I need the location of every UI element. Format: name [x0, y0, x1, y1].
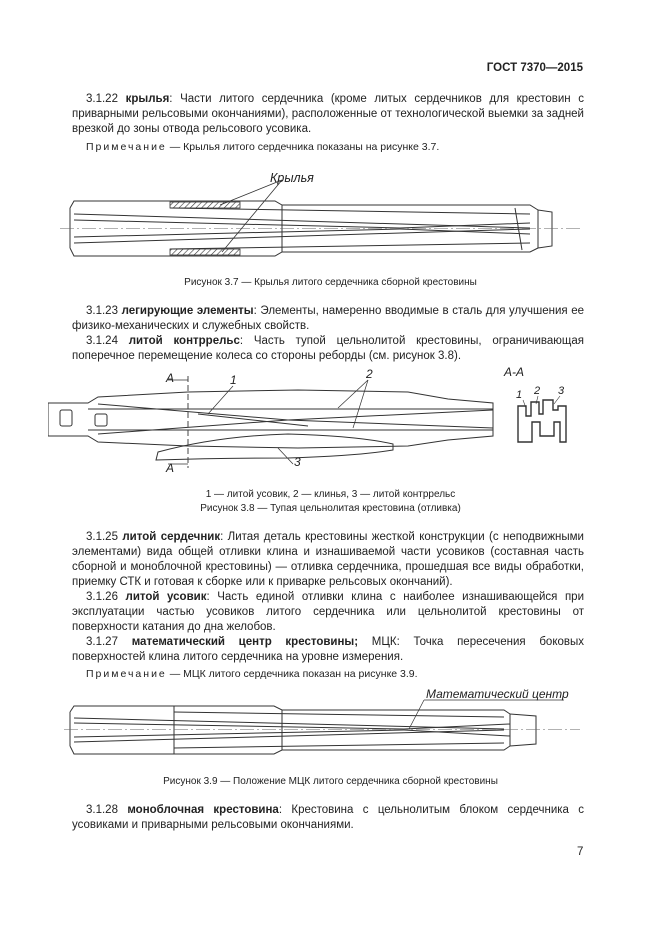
definition: : Элементы, намеренно вводимые в сталь для улучшения ее физико-механических и служебных свойств. — [72, 305, 584, 332]
section-mark-top: А — [166, 371, 175, 385]
callout-1: 1 — [230, 373, 237, 387]
paragraph-3-1-23 — [72, 304, 584, 334]
clause-number: 3.1.28 — [86, 804, 118, 816]
figure-3-8-caption: Рисунок 3.8 — Тупая цельнолитая крестовина (отливка) — [200, 503, 461, 514]
note-text: — Крылья литого сердечника показаны на рисунке 3.7. — [166, 141, 440, 153]
clause-number: 3.1.26 — [86, 591, 118, 603]
definition: МЦК: Точка пересечения боковых поверхностей клина литого сердечника на уровне измерения. — [72, 636, 584, 663]
term: крылья — [125, 93, 170, 105]
section-callout-2: 2 — [534, 385, 541, 397]
paragraph-3-1-22 — [72, 92, 584, 137]
clause-number: 3.1.23 — [86, 305, 118, 317]
page-number: 7 — [577, 846, 584, 858]
definition: : Часть единой отливки клина с наиболее изнашивающейся при эксплуатации частью усовиков литого сердечника или цельнолитой крестовины от поверхности катания до дна желобов. — [72, 591, 584, 633]
definition: : Части литого сердечника (кроме литых сердечников для крестовин с приварными рельсовыми окончаниями), расположенные от технологической выемки за задней врезкой до зоны отвода рельсового усовика. — [72, 93, 584, 135]
term: литой усовик — [125, 591, 207, 603]
clause-number: 3.1.22 — [86, 93, 118, 105]
figure-3-8-drawing — [48, 366, 588, 478]
term: легирующие элементы — [121, 305, 254, 317]
definition: : Литая деталь крестовины жесткой конструкции (с неподвижными элементами) вида общей отливки клина и изнашиваемой части усовиков (составная часть сборной и моноблочной крестовины) — отливка сердечника, прошедшая все виды обработки, приемку СТК и готовая к сборке или к приварке рельсовых окончаний). — [72, 531, 584, 588]
figure-3-9-drawing — [64, 686, 584, 768]
paragraph-3-1-28 — [72, 803, 584, 833]
document-header: ГОСТ 7370—2015 — [486, 62, 583, 74]
section-mark-bottom: А — [166, 461, 175, 475]
term: литой сердечник — [122, 531, 221, 543]
term: математический центр крестовины; — [131, 636, 359, 648]
note-fig-3-9 — [86, 667, 418, 681]
clause-number: 3.1.25 — [86, 531, 118, 543]
clause-number: 3.1.27 — [86, 636, 118, 648]
figure-3-7-drawing — [60, 168, 585, 263]
definition: : Крестовина с цельнолитым блоком сердечника с усовиками и приварными рельсовыми окончаниями. — [72, 804, 585, 831]
figure-3-9-caption: Рисунок 3.9 — Положение МЦК литого сердечника сборной крестовины — [163, 776, 498, 787]
section-title: А-А — [504, 366, 525, 379]
math-center-label: Математический центр — [426, 687, 569, 701]
term: моноблочная крестовина — [127, 804, 279, 816]
note-fig-3-7 — [86, 140, 439, 154]
note-label: Примечание — [86, 141, 167, 153]
figure-3-7-caption: Рисунок 3.7 — Крылья литого сердечника сборной крестовины — [184, 277, 477, 288]
callout-2: 2 — [366, 367, 373, 381]
callout-3: 3 — [294, 455, 301, 469]
section-callout-1: 1 — [516, 389, 523, 401]
figure-3-8-legend: 1 — литой усовик, 2 — клинья, 3 — литой контррельс — [205, 489, 456, 500]
note-text: — МЦК литого сердечника показан на рисунке 3.9. — [166, 668, 418, 680]
note-label: Примечание — [86, 668, 167, 680]
term: литой контррельс — [128, 335, 240, 347]
paragraph-3-1-27 — [72, 635, 584, 665]
definition: : Часть тупой цельнолитой крестовины, ограничивающая поперечное перемещение колеса со стороны реборды (см. рисунок 3.8). — [72, 335, 584, 362]
clause-number: 3.1.24 — [86, 335, 118, 347]
section-callout-3: 3 — [558, 385, 565, 397]
wings-label: Крылья — [270, 171, 314, 185]
paragraph-3-1-25 — [72, 530, 584, 590]
paragraph-3-1-24 — [72, 334, 584, 364]
paragraph-3-1-26 — [72, 590, 584, 635]
